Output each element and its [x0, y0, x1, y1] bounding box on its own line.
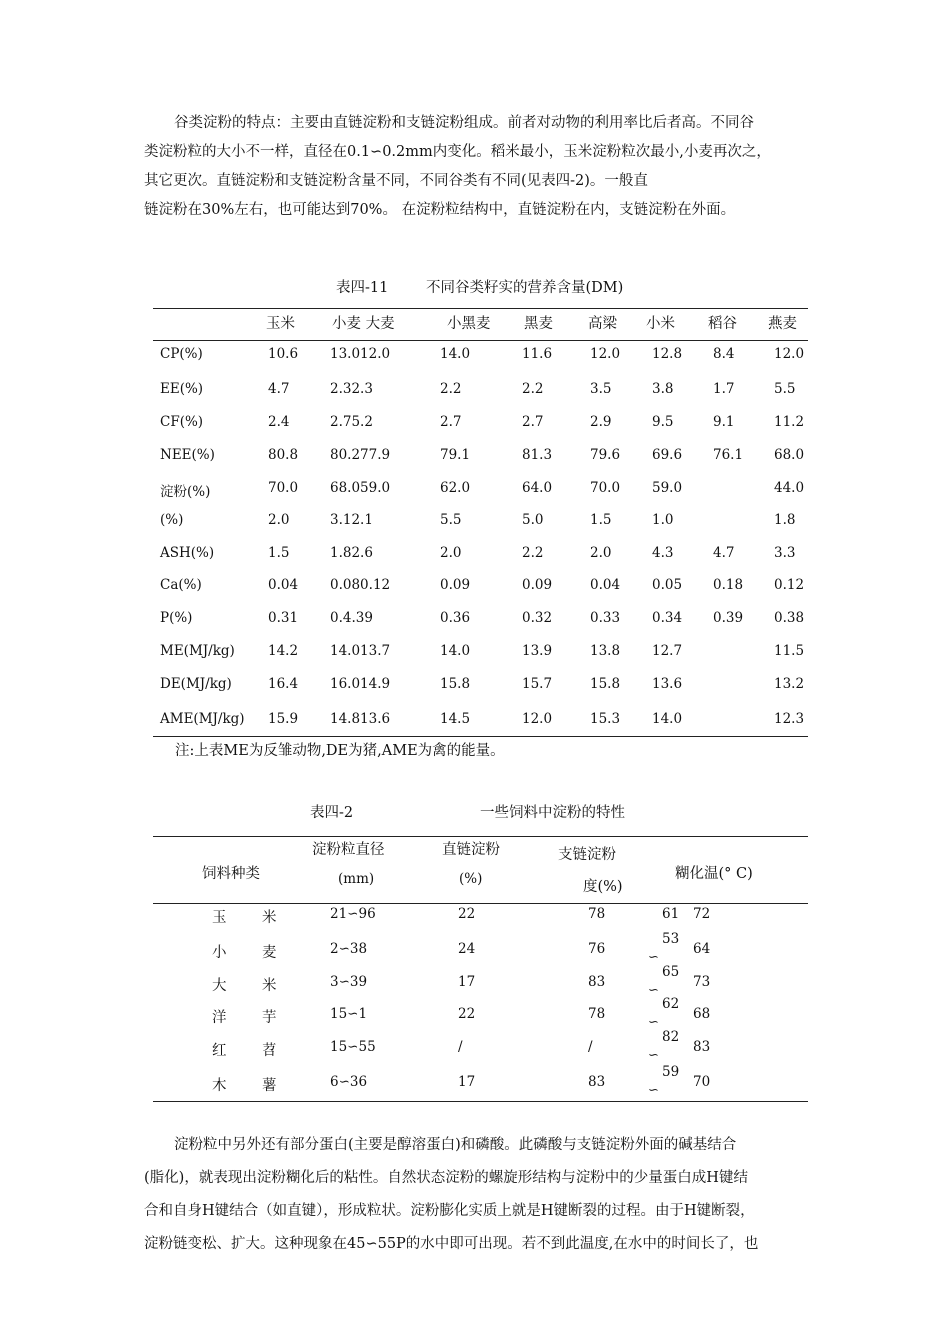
table1-row-label: (%): [160, 512, 184, 528]
table1-header-rule: [153, 340, 808, 341]
table1-header-4: 高梁: [588, 316, 617, 332]
table1-row-label: DE(MJ/kg): [160, 676, 232, 692]
table2-title: 一些饲料中淀粉的特性: [480, 805, 625, 821]
table1-cell: 12.8: [652, 346, 683, 362]
table1-cell: 68.059.0: [330, 480, 391, 496]
table1-cell: 13.2: [774, 676, 805, 692]
table1-cell: 70.0: [590, 480, 621, 496]
table1-cell: 11.5: [774, 643, 805, 659]
table2-feed-char-2: 米: [262, 910, 277, 926]
table1-cell: 13.8: [590, 643, 621, 659]
table1-row-label: Ca(%): [160, 577, 202, 593]
table1-header-0: 玉米: [266, 316, 295, 332]
table1-header-3: 黑麦: [524, 316, 553, 332]
table1-header-6: 稻谷: [708, 316, 737, 332]
table2-amylopectin: 83: [588, 974, 606, 990]
table1-cell: 15.9: [268, 711, 299, 727]
tilde-symbol: ∽: [648, 983, 659, 998]
table1-cell: 0.32: [522, 610, 553, 626]
intro-paragraph: [144, 109, 824, 225]
table1-cell: 62.0: [440, 480, 471, 496]
table1-cell: 4.7: [268, 381, 290, 397]
table1-cell: 15.7: [522, 676, 553, 692]
table1-cell: 2.2: [522, 545, 544, 561]
table1-cell: 0.39: [713, 610, 744, 626]
table1-cell: 0.04: [590, 577, 621, 593]
table1-cell: 2.2: [522, 381, 544, 397]
table1-cell: 0.04: [268, 577, 299, 593]
table1-cell: 2.0: [440, 545, 462, 561]
table1-bottom-rule: [153, 736, 808, 737]
table2-diameter: 15∽55: [330, 1039, 376, 1055]
table1-cell: 0.38: [774, 610, 805, 626]
table1-row-label: CF(%): [160, 414, 204, 430]
table1-cell: 3.12.1: [330, 512, 373, 528]
tilde-symbol: ∽: [648, 950, 659, 965]
table2-feed-char-2: 苕: [262, 1043, 277, 1059]
table1-cell: 1.82.6: [330, 545, 373, 561]
table1-cell: 80.277.9: [330, 447, 391, 463]
intro-line-4: 链淀粉在30%左右，也可能达到70%。 在淀粉粒结构中，直链淀粉在内，支链淀粉在外面。: [144, 202, 736, 218]
table1-cell: 9.5: [652, 414, 674, 430]
table2-gel-high: 73: [693, 974, 711, 990]
table1-cell: 15.8: [440, 676, 471, 692]
table2-header-rule: [153, 903, 808, 904]
table2-amylose: 22: [458, 1006, 476, 1022]
table1-cell: 69.6: [652, 447, 683, 463]
table2-amylopectin: 78: [588, 906, 606, 922]
table1-title: 不同谷类籽实的营养含量(DM): [426, 280, 624, 296]
table1-top-rule: [153, 308, 808, 309]
table1-cell: 0.18: [713, 577, 744, 593]
table1-cell: 3.3: [774, 545, 796, 561]
table2-gel-low: 59: [662, 1064, 680, 1080]
table2-feed-char-2: 米: [262, 978, 277, 994]
table1-cell: 0.080.12: [330, 577, 391, 593]
table2-amylopectin: 78: [588, 1006, 606, 1022]
table1-header-5: 小米: [646, 316, 675, 332]
table2-header-amylopectin: 支链淀粉: [558, 847, 616, 863]
table1-cell: 76.1: [713, 447, 744, 463]
outro-line-3: 合和自身H键结合（如直键），形成粒状。淀粉膨化实质上就是H键断裂的过程。由于H键断裂，: [144, 1203, 755, 1219]
table2-diameter: 15∽1: [330, 1006, 368, 1022]
table2-feed-char-1: 大: [212, 978, 227, 994]
table1-row-label: EE(%): [160, 381, 204, 397]
table2-header-amylopectin-unit: 度(%): [583, 879, 623, 895]
table1-cell: 9.1: [713, 414, 735, 430]
table2-gel-low: 65: [662, 964, 680, 980]
table1-cell: 10.6: [268, 346, 299, 362]
table1-cell: 2.4: [268, 414, 290, 430]
table1-cell: 14.0: [652, 711, 683, 727]
table1-cell: 13.012.0: [330, 346, 391, 362]
table2-gel-high: 83: [693, 1039, 711, 1055]
table1-cell: 5.5: [774, 381, 796, 397]
table1-cell: 80.8: [268, 447, 299, 463]
table2-amylose: 22: [458, 906, 476, 922]
table2-amylose: /: [458, 1039, 463, 1055]
table2-gel-low: 82: [662, 1029, 680, 1045]
table1-cell: 12.7: [652, 643, 683, 659]
table1-cell: 0.4.39: [330, 610, 373, 626]
table2-feed-char-2: 麦: [262, 945, 277, 961]
table2-feed-char-2: 芋: [262, 1010, 277, 1026]
table2-amylopectin: /: [588, 1039, 593, 1055]
table1-row-label: ME(MJ/kg): [160, 643, 235, 659]
table1-cell: 13.9: [522, 643, 553, 659]
table1-cell: 2.7: [440, 414, 462, 430]
outro-line-4: 淀粉链变松、扩大。这种现象在45∽55P的水中即可出现。若不到此温度,在水中的时间长了，也: [144, 1236, 759, 1252]
table2-feed-char-1: 玉: [212, 910, 227, 926]
table2-amylopectin: 83: [588, 1074, 606, 1090]
table1-cell: 5.5: [440, 512, 462, 528]
table2-gel-high: 70: [693, 1074, 711, 1090]
table1-row-label: NEE(%): [160, 447, 215, 463]
table1-cell: 4.3: [652, 545, 674, 561]
table1-cell: 14.0: [440, 346, 471, 362]
table1-row-label: P(%): [160, 610, 193, 626]
table1-cell: 5.0: [522, 512, 544, 528]
table1-cell: 0.09: [440, 577, 471, 593]
table1-cell: 70.0: [268, 480, 299, 496]
table2-header-diam-unit: (mm): [338, 871, 375, 887]
table2-feed-char-1: 红: [212, 1043, 227, 1059]
table2-top-rule: [153, 836, 808, 837]
table2-gel-high: 64: [693, 941, 711, 957]
table2-gel-low: 61: [662, 906, 680, 922]
table1-cell: 0.09: [522, 577, 553, 593]
outro-line-1: 淀粉粒中另外还有部分蛋白(主要是醇溶蛋白)和磷酸。此磷酸与支链淀粉外面的碱基结合: [174, 1137, 737, 1153]
table1-row-label: 淀粉(%): [160, 484, 211, 500]
table1-cell: 12.0: [522, 711, 553, 727]
table1-header-7: 燕麦: [768, 316, 797, 332]
table2-amylopectin: 76: [588, 941, 606, 957]
table1-cell: 15.8: [590, 676, 621, 692]
table1-header-2: 小黑麦: [447, 316, 491, 332]
table2-amylose: 17: [458, 1074, 476, 1090]
intro-line-1: 谷类淀粉的特点：主要由直链淀粉和支链淀粉组成。前者对动物的利用率比后者高。不同谷: [174, 115, 754, 131]
table1-cell: 81.3: [522, 447, 553, 463]
table1-cell: 1.8: [774, 512, 796, 528]
table2-diameter: 3∽39: [330, 974, 368, 990]
tilde-symbol: ∽: [648, 1083, 659, 1098]
table1-cell: 3.5: [590, 381, 612, 397]
tilde-symbol: ∽: [648, 1015, 659, 1030]
table1-cell: 12.3: [774, 711, 805, 727]
table1-cell: 2.2: [440, 381, 462, 397]
table2-feed-char-1: 洋: [212, 1010, 227, 1026]
table2-amylose: 24: [458, 941, 476, 957]
table1-cell: 2.32.3: [330, 381, 373, 397]
table1-note: 注:上表ME为反雏动物,DE为猪,AME为禽的能量。: [175, 743, 505, 759]
table2-gel-high: 72: [693, 906, 711, 922]
table1-cell: 0.36: [440, 610, 471, 626]
outro-line-2: (脂化)，就表现出淀粉糊化后的粘性。自然状态淀粉的螺旋形结构与淀粉中的少量蛋白成H键结: [144, 1170, 748, 1186]
table2-header-gel-temp: 糊化温(° C): [675, 866, 753, 882]
table2-diameter: 21∽96: [330, 906, 376, 922]
table1-cell: 14.0: [440, 643, 471, 659]
table1-cell: 79.1: [440, 447, 471, 463]
tilde-symbol: ∽: [648, 1048, 659, 1063]
table1-cell: 13.6: [652, 676, 683, 692]
table1-cell: 11.2: [774, 414, 805, 430]
table1-cell: 68.0: [774, 447, 805, 463]
table2-header-amylose: 直链淀粉: [442, 842, 500, 858]
intro-line-2: 类淀粉粒的大小不一样，直径在0.1∽0.2mm内变化。稻米最小，玉米淀粉粒次最小,小麦再次之，: [144, 144, 771, 160]
table1-cell: 2.0: [268, 512, 290, 528]
table2-feed-char-1: 木: [212, 1078, 227, 1094]
table1-id: 表四-11: [336, 280, 389, 296]
table1-cell: 12.0: [774, 346, 805, 362]
table2-feed-char-1: 小: [212, 945, 227, 961]
outro-paragraph: [144, 1129, 824, 1261]
table1-cell: 2.0: [590, 545, 612, 561]
table1-cell: 4.7: [713, 545, 735, 561]
table2-diameter: 6∽36: [330, 1074, 368, 1090]
table2-header-diam: 淀粉粒直径: [312, 842, 385, 858]
table1-cell: 44.0: [774, 480, 805, 496]
table1-cell: 0.31: [268, 610, 299, 626]
table1-header-1: 小麦 大麦: [332, 316, 395, 332]
table2-diameter: 2∽38: [330, 941, 368, 957]
table1-cell: 1.5: [590, 512, 612, 528]
table1-cell: 3.8: [652, 381, 674, 397]
table1-cell: 0.34: [652, 610, 683, 626]
table1-row-label: AME(MJ/kg): [160, 711, 245, 727]
intro-line-3: 其它更次。直链淀粉和支链淀粉含量不同，不同谷类有不同(见表四-2)。一般直: [144, 173, 648, 189]
table1-cell: 14.5: [440, 711, 471, 727]
table1-row-label: ASH(%): [160, 545, 215, 561]
table2-gel-low: 53: [662, 931, 680, 947]
table1-cell: 8.4: [713, 346, 735, 362]
table1-cell: 12.0: [590, 346, 621, 362]
table2-amylose: 17: [458, 974, 476, 990]
table1-cell: 0.12: [774, 577, 805, 593]
table1-cell: 16.4: [268, 676, 299, 692]
table1-cell: 1.7: [713, 381, 735, 397]
table2-header-amylose-unit: (%): [459, 871, 483, 887]
table1-cell: 14.2: [268, 643, 299, 659]
table1-cell: 11.6: [522, 346, 553, 362]
table2-feed-char-2: 薯: [262, 1078, 277, 1094]
table1-cell: 1.5: [268, 545, 290, 561]
table1-cell: 14.813.6: [330, 711, 391, 727]
table1-cell: 79.6: [590, 447, 621, 463]
table1-cell: 64.0: [522, 480, 553, 496]
table1-cell: 1.0: [652, 512, 674, 528]
table1-cell: 15.3: [590, 711, 621, 727]
table1-cell: 2.9: [590, 414, 612, 430]
table2-bottom-rule: [153, 1101, 808, 1102]
table1-row-label: CP(%): [160, 346, 203, 362]
table1-cell: 2.7: [522, 414, 544, 430]
table1-cell: 59.0: [652, 480, 683, 496]
table2-gel-high: 68: [693, 1006, 711, 1022]
table1-cell: 2.75.2: [330, 414, 373, 430]
table2-id: 表四-2: [310, 805, 354, 821]
table1-cell: 16.014.9: [330, 676, 391, 692]
table1-cell: 0.05: [652, 577, 683, 593]
table2-gel-low: 62: [662, 996, 680, 1012]
table1-cell: 14.013.7: [330, 643, 391, 659]
table2-header-feed: 饲料种类: [202, 866, 260, 882]
table1-cell: 0.33: [590, 610, 621, 626]
